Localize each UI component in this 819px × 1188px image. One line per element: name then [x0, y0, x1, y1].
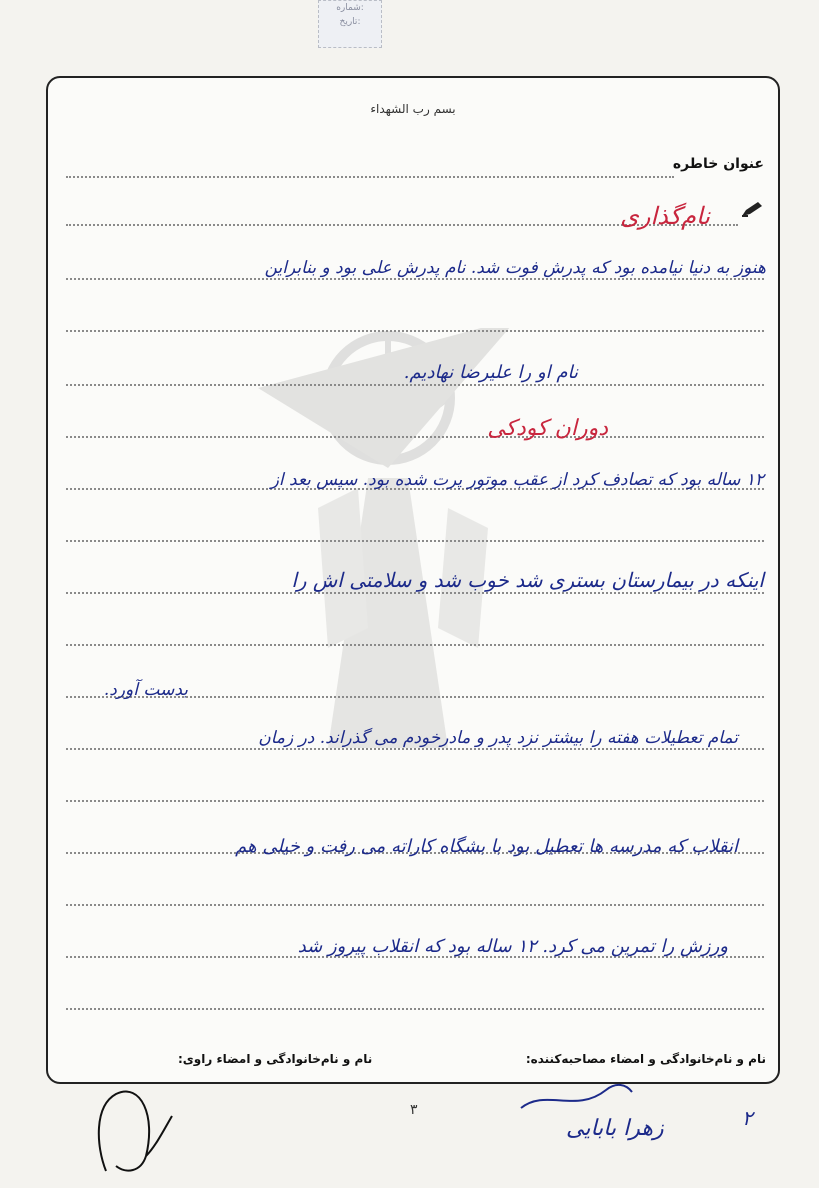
page-number: ۳: [410, 1102, 418, 1118]
stamp-date-label: تاریخ:: [339, 17, 361, 27]
form-header: بسم رب الشهداء: [370, 102, 456, 116]
stamp-number-label: شماره:: [336, 3, 364, 13]
narrator-signature-label: نام و نام‌خانوادگی و امضاء راوی:: [178, 1052, 373, 1066]
interviewer-signature-label: نام و نام‌خانوادگی و امضاء مصاحبه‌کننده:: [525, 1052, 766, 1066]
interviewer-name-handwritten: زهرا بابایی: [566, 1116, 664, 1141]
ruled-line: [66, 800, 764, 802]
memoir-title-label: عنوان خاطره: [672, 156, 764, 172]
memoir-line: اینکه در بیمارستان بستری شد خوب شد و سلامتی اش را: [291, 568, 764, 592]
archive-stamp: [318, 0, 382, 48]
memoir-form: [46, 76, 780, 1084]
memoir-line: ۱۲ ساله بود که تصادف کرد از عقب موتور پرت شده بود. سپس بعد از: [270, 470, 764, 490]
memoir-line: انقلاب که مدرسه ها تعطیل بود با بشگاه کاراته می رفت و خیلی هم: [235, 836, 738, 857]
ruled-line: [66, 176, 674, 178]
ruled-line: [66, 644, 764, 646]
memoir-line: بدست آورد.: [103, 680, 188, 700]
heading-naming: نام‌گذاری: [620, 202, 710, 230]
pen-icon: [740, 200, 764, 218]
memoir-line: ورزش را تمرین می کرد. ۱۲ ساله بود که انقلاب پیروز شد: [297, 936, 728, 957]
ruled-line: [66, 904, 764, 906]
emblem-watermark: [218, 328, 618, 748]
ruled-line: [66, 278, 764, 280]
ruled-line: [66, 540, 764, 542]
memoir-line: نام او را علیرضا نهادیم.: [403, 362, 578, 383]
ruled-line: [66, 436, 764, 438]
ruled-line: [66, 1008, 764, 1010]
ruled-line: [66, 592, 764, 594]
ruled-line: [66, 384, 764, 386]
heading-childhood: دوران کودکی: [487, 416, 608, 441]
memoir-line: هنوز به دنیا نیامده بود که پدرش فوت شد. نام پدرش علی بود و بنابراین: [264, 258, 766, 278]
interviewer-signature: [516, 1078, 636, 1118]
narrator-signature: [86, 1086, 176, 1178]
ruled-line: [66, 330, 764, 332]
corner-mark: ۲: [742, 1106, 753, 1130]
memoir-line: تمام تعطیلات هفته را بیشتر نزد پدر و مادرخودم می گذراند. در زمان: [258, 728, 738, 748]
ruled-line: [66, 748, 764, 750]
